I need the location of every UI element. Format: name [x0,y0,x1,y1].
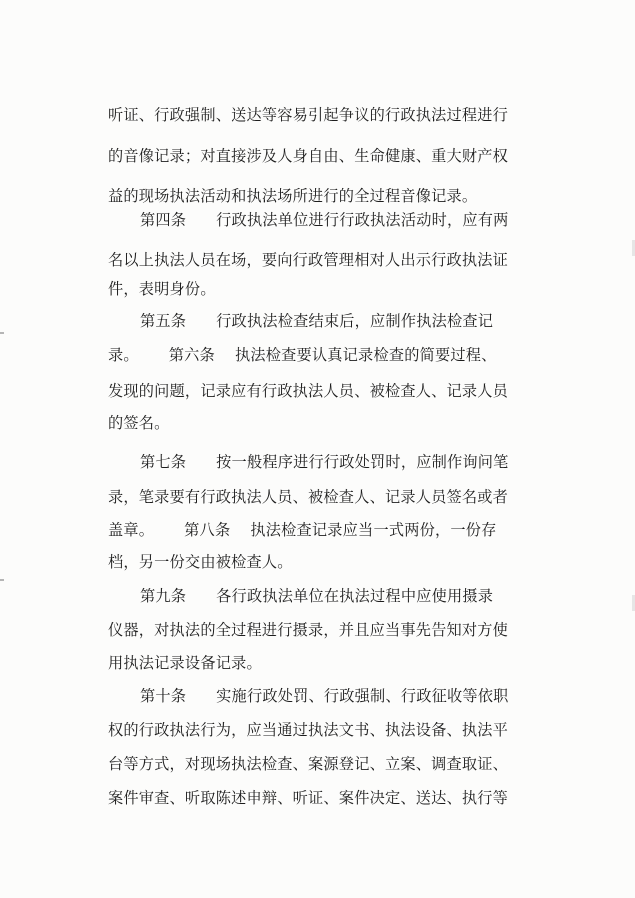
text-line [108,788,538,808]
article-4-heading: 第四条 [140,211,187,229]
text-line [108,250,538,270]
article-4-line [140,210,538,230]
text-line [108,720,538,740]
scan-edge-mark [0,579,4,581]
article-7-heading: 第七条 [140,453,187,471]
article-8-heading: 第八条 [184,521,231,539]
article-5-text-end: 录。 [108,346,139,364]
text-line-content: 权的行政执法行为，应当通过执法文书、执法设备、执法平 [108,721,509,739]
article-10-heading: 第十条 [140,687,187,705]
text-line-content: 益的现场执法活动和执法场所进行的全过程音像记录。 [108,187,478,205]
text-line [108,186,538,206]
text-line [108,620,538,640]
article-5-line [140,311,538,331]
text-line-content: 的签名。 [108,414,170,432]
article-9-line [140,586,538,606]
text-line [108,413,538,433]
text-line-content: 台等方式，对现场执法检查、案源登记、立案、调查取证、 [108,755,509,773]
article-7-text: 按一般程序进行行政处罚时，应制作询问笔 [216,453,509,471]
text-line-content: 录，笔录要有行政执法人员、被检查人、记录人员签名或者 [108,488,509,506]
article-10-line [140,686,538,706]
article-9-heading: 第九条 [140,587,187,605]
text-line-content: 仪器，对执法的全过程进行摄录，并且应当事先告知对方使 [108,621,509,639]
text-line-content: 案件审查、听取陈述申辩、听证、案件决定、送达、执行等 [108,789,509,807]
text-line-content: 用执法记录设备记录。 [108,654,262,672]
article-7-line [140,452,538,472]
text-line [108,754,538,774]
article-7-text-end: 盖章。 [108,521,155,539]
text-line-content: 名以上执法人员在场，要向行政管理相对人出示行政执法证 [108,251,509,269]
article-5-heading: 第五条 [140,312,187,330]
text-line [108,146,538,166]
text-line [108,381,538,401]
article-4-text: 行政执法单位进行行政执法活动时，应有两 [216,211,509,229]
text-line [108,552,538,572]
text-line [108,279,538,299]
article-8-text: 执法检查记录应当一式两份，一份存 [250,521,497,539]
text-line-content: 档，另一份交由被检查人。 [108,553,293,571]
text-line-content: 件，表明身份。 [108,280,216,298]
article-6-text: 执法检查要认真记录检查的简要过程、 [234,346,497,364]
article-10-text: 实施行政处罚、行政强制、行政征收等依职 [216,687,509,705]
text-line [108,487,538,507]
text-line-content: 发现的问题，记录应有行政执法人员、被检查人、记录人员 [108,382,509,400]
article-8-line [108,520,538,540]
article-5-text: 行政执法检查结束后，应制作执法检查记 [216,312,494,330]
article-6-line [108,345,538,365]
text-line [108,653,538,673]
article-9-text: 各行政执法单位在执法过程中应使用摄录 [216,587,494,605]
scan-edge-mark [0,332,4,334]
text-line-content: 的音像记录；对直接涉及人身自由、生命健康、重大财产权 [108,147,509,165]
text-line-content: 听证、行政强制、送达等容易引起争议的行政执法过程进行 [108,106,509,124]
article-6-heading: 第六条 [168,346,215,364]
text-line [108,105,538,125]
